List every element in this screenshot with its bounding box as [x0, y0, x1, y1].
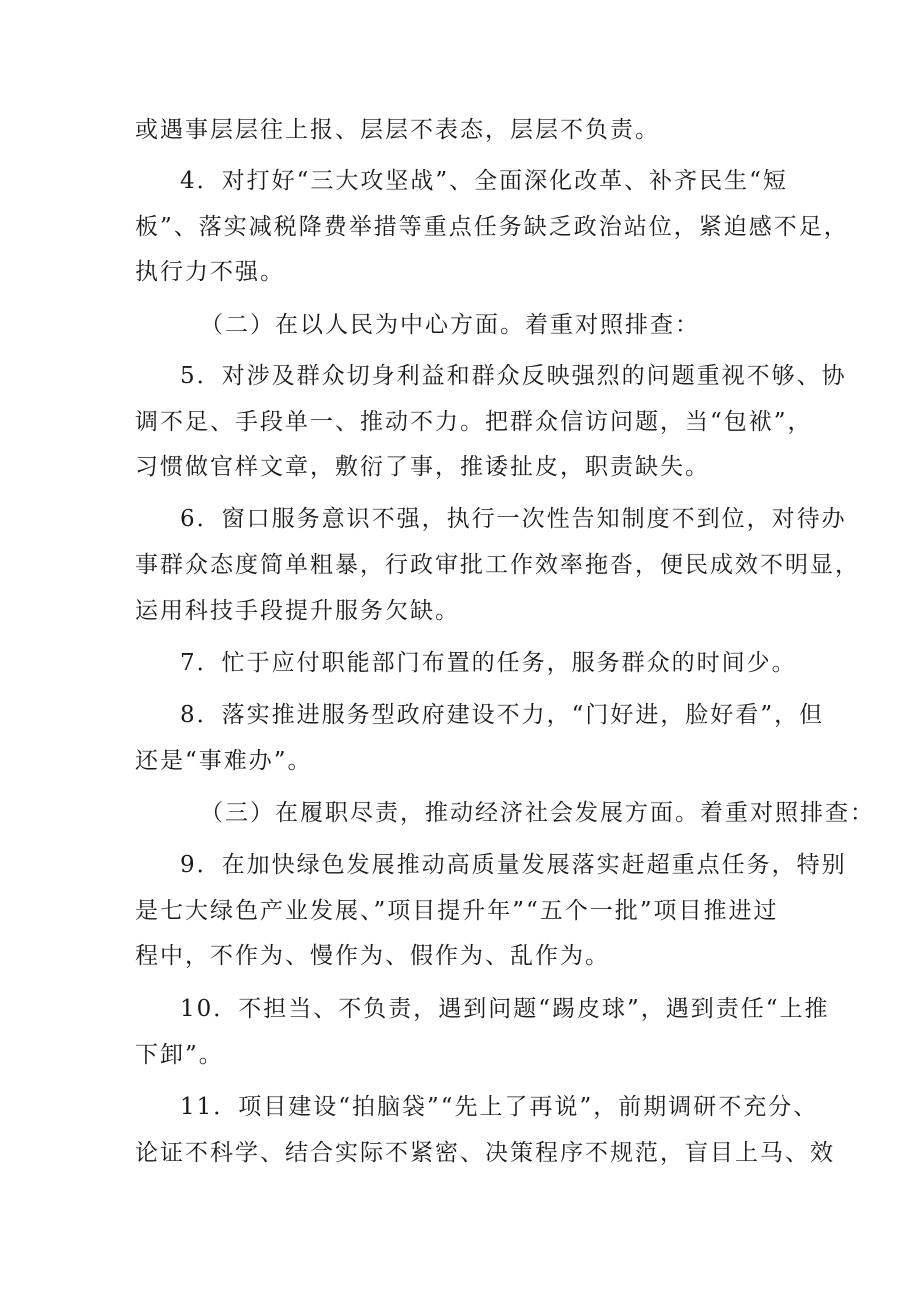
section-heading-2: （二）在以人民为中心方面。着重对照排查：: [200, 312, 700, 338]
item-10-line-2: 下卸”。: [135, 1042, 224, 1068]
item-9-line-3: 程中，不作为、慢作为、假作为、乱作为。: [135, 943, 610, 969]
text-line-continuation: 或遇事层层往上报、层层不表态，层层不负责。: [135, 117, 660, 143]
item-8-line-2: 还是“事难办”。: [135, 748, 313, 774]
item-4-line-1: 4．对打好“三大攻坚战”、全面深化改革、补齐民生“短: [180, 168, 788, 194]
item-6-line-2: 事群众态度简单粗暴，行政审批工作效率拖沓，便民成效不明显，: [135, 552, 860, 578]
item-7-line-1: 7．忙于应付职能部门布置的任务，服务群众的时间少。: [180, 650, 797, 676]
item-5-line-2: 调不足、手段单一、推动不力。把群众信访问题，当“包袱”，: [135, 409, 813, 435]
item-6-line-3: 运用科技手段提升服务欠缺。: [135, 598, 460, 624]
item-5-line-3: 习惯做官样文章，敷衍了事，推诿扯皮，职责缺失。: [135, 454, 710, 480]
item-9-line-2: 是七大绿色产业发展、”项目提升年”“五个一批”项目推进过: [135, 898, 779, 924]
item-4-line-2: 板”、落实减税降费举措等重点任务缺乏政治站位，紧迫感不足，: [135, 214, 849, 240]
item-8-line-1: 8．落实推进服务型政府建设不力，“门好进，脸好看”，但: [180, 702, 825, 728]
item-6-line-1: 6．窗口服务意识不强，执行一次性告知制度不到位，对待办: [180, 506, 847, 532]
item-10-line-1: 10．不担当、不负责，遇到问题“踢皮球”，遇到责任“上推: [180, 996, 830, 1022]
section-heading-3: （三）在履职尽责，推动经济社会发展方面。着重对照排查：: [200, 800, 875, 826]
item-11-line-1: 11．项目建设“拍脑袋”“先上了再说”，前期调研不充分、: [180, 1094, 819, 1120]
item-4-line-3: 执行力不强。: [135, 259, 285, 285]
item-11-line-2: 论证不科学、结合实际不紧密、决策程序不规范，盲目上马、效: [135, 1140, 835, 1166]
item-9-line-1: 9．在加快绿色发展推动高质量发展落实赶超重点任务，特别: [180, 852, 847, 878]
item-5-line-1: 5．对涉及群众切身利益和群众反映强烈的问题重视不够、协: [180, 363, 847, 389]
